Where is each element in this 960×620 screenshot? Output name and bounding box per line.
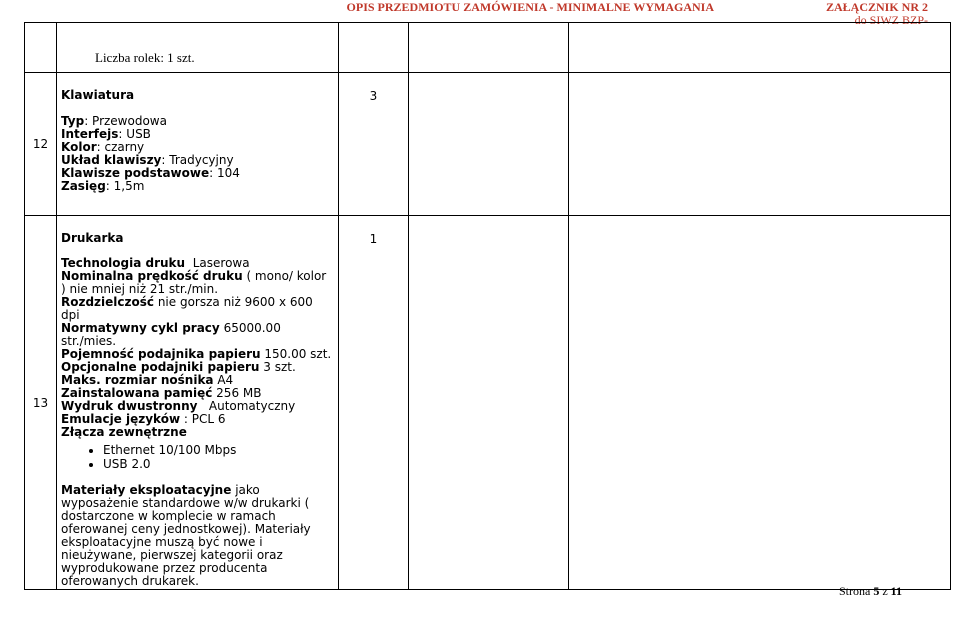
materials-note: Materiały eksploatacyjne jako wyposażenie standardowe w/w drukarki ( dostarczone w komplecie w ramach oferowanej ceny jednostkowej). Materiały eksploatacyjne muszą być nowe i nieużywane, pierwszej kategorii oraz wyprodukowane przez producenta oferowanych drukarek. <box>61 483 311 588</box>
header-title: OPIS PRZEDMIOTU ZAMÓWIENIA - MINIMALNE WYMAGANIA <box>346 0 714 14</box>
spec-label: Wydruk dwustronny <box>61 399 198 413</box>
spec-label: Zainstalowana pamięć <box>61 386 213 400</box>
spec-label: Normatywny cykl pracy <box>61 321 220 335</box>
item-description <box>57 216 339 590</box>
header-attachment: ZAŁĄCZNIK NR 2 <box>825 0 928 14</box>
table-row-item-13 <box>25 216 951 590</box>
spec-line <box>61 426 334 439</box>
connector-list <box>61 443 334 471</box>
spec-value: : czarny <box>96 140 145 154</box>
spec-value: : USB <box>118 127 151 141</box>
spec-label: Typ <box>61 114 85 128</box>
spec-label: Nominalna prędkość druku <box>61 269 243 283</box>
spec-line <box>61 180 334 193</box>
item-number: 12 <box>25 73 57 216</box>
spec-line <box>61 322 334 348</box>
item-specs <box>61 115 334 193</box>
connector-item: • Ethernet 10/100 Mbps <box>103 443 334 457</box>
spec-label: Interfejs <box>61 127 119 141</box>
spec-value: : PCL 6 <box>180 412 226 426</box>
spec-value: : Tradycyjny <box>161 153 234 167</box>
spec-label: Maks. rozmiar nośnika <box>61 373 214 387</box>
table-row-item-12 <box>25 73 951 216</box>
spec-value: Laserowa <box>185 256 250 270</box>
item-title: Klawiatura <box>61 88 135 102</box>
spec-value: 3 szt. <box>259 360 296 374</box>
spec-label: Opcjonalne podajniki papieru <box>61 360 260 374</box>
spec-value: A4 <box>213 373 234 387</box>
item-title: Drukarka <box>61 231 124 245</box>
spec-table <box>24 22 951 590</box>
roll-count: Liczba rolek: 1 szt. <box>57 23 339 73</box>
spec-label: Emulacje języków <box>61 412 181 426</box>
spec-value: 150.00 szt. <box>260 347 332 361</box>
spec-value: : 1,5m <box>105 179 145 193</box>
spec-label: Złącza zewnętrzne <box>61 425 187 439</box>
spec-line <box>61 270 334 296</box>
spec-line <box>61 296 334 322</box>
spec-value: 65000.00 str./mies. <box>61 321 285 348</box>
spec-value: : Przewodowa <box>84 114 167 128</box>
item-number: 13 <box>25 216 57 590</box>
spec-value: : 104 <box>209 166 240 180</box>
spec-label: Klawisze podstawowe <box>61 166 210 180</box>
table-row-top <box>25 23 951 73</box>
spec-label: Technologia druku <box>61 256 186 270</box>
item-description <box>57 73 339 216</box>
spec-label: Pojemność podajnika papieru <box>61 347 261 361</box>
item-quantity: 3 <box>339 73 409 216</box>
spec-value: nie gorsza niż 9600 x 600 dpi <box>61 295 317 322</box>
item-specs <box>61 257 334 439</box>
spec-label: Układ klawiszy <box>61 153 162 167</box>
spec-label: Rozdzielczość <box>61 295 155 309</box>
connector-item: • USB 2.0 <box>103 457 334 471</box>
spec-label: Kolor <box>61 140 97 154</box>
spec-label: Zasięg <box>61 179 106 193</box>
page-footer: Strona 5 z 11 <box>838 584 902 598</box>
spec-value: 256 MB <box>212 386 262 400</box>
item-quantity: 1 <box>339 216 409 590</box>
spec-value: ( mono/ kolor ) nie mniej niż 21 str./min. <box>61 269 331 296</box>
header-sub: do SIWZ BZP- <box>854 13 928 27</box>
spec-value: Automatyczny <box>197 399 296 413</box>
